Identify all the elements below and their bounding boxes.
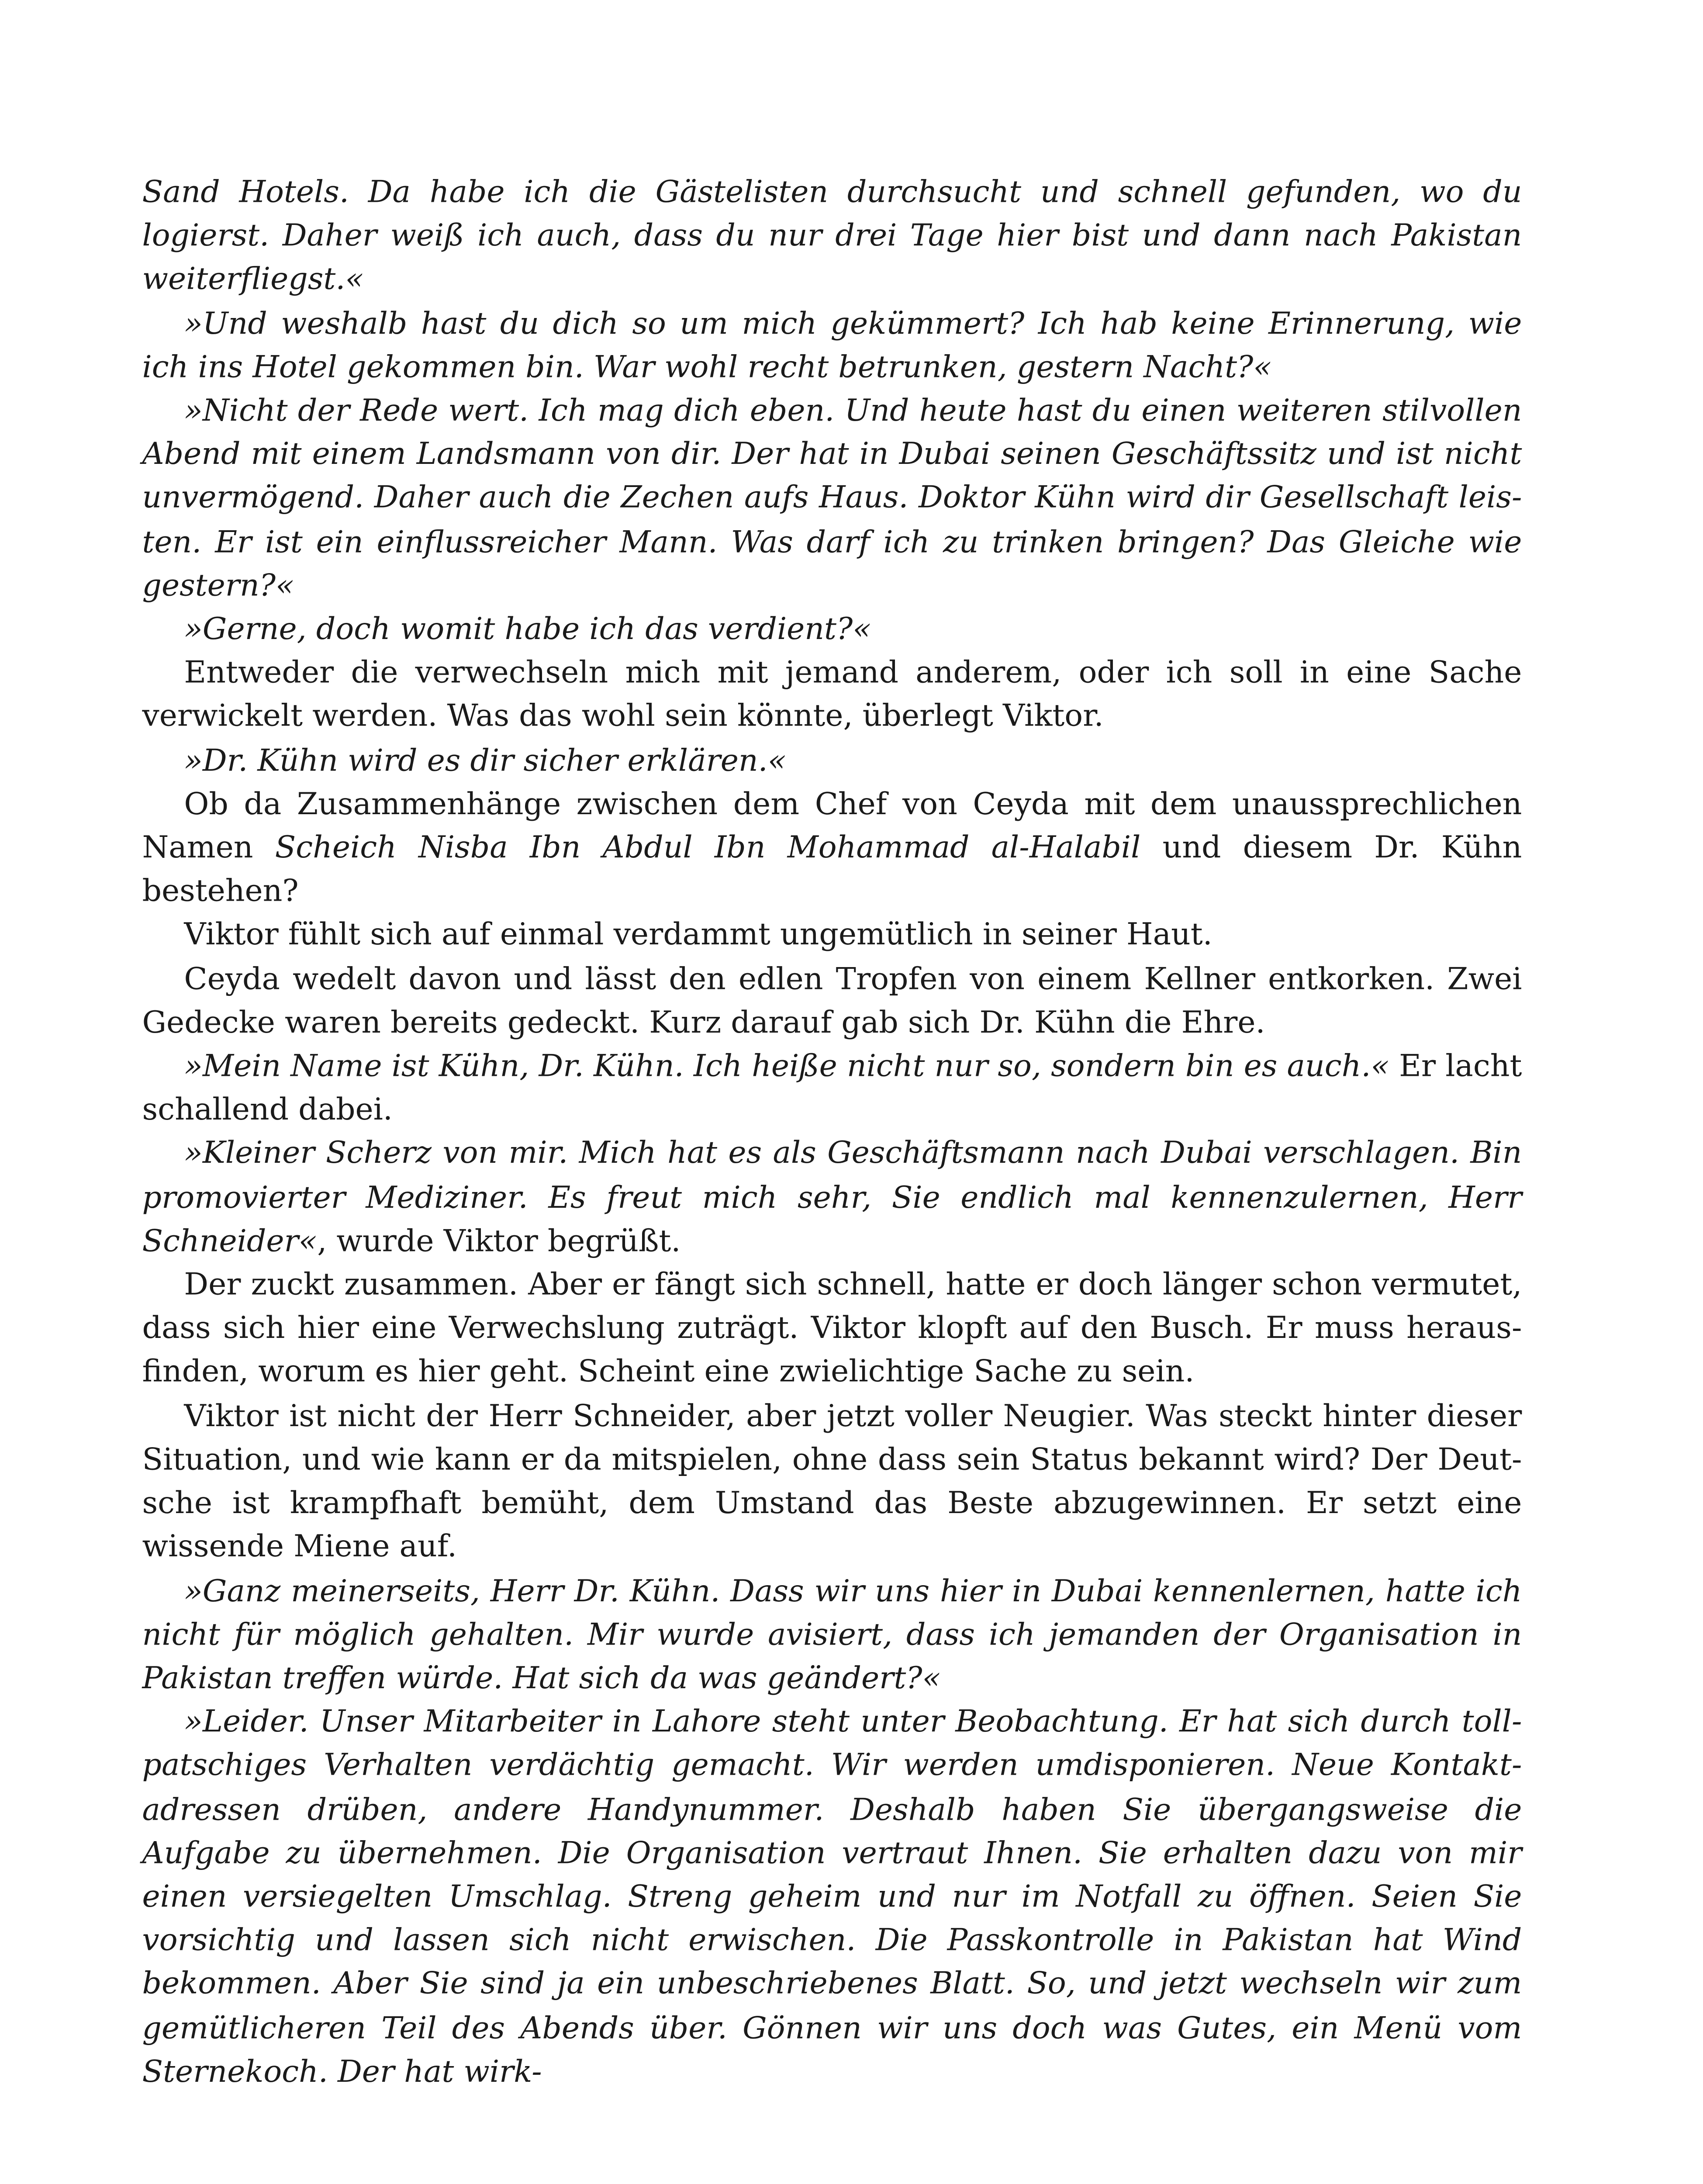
text-run: Der zuckt zusammen. Aber er fängt sich schnell, hatte er doch länger schon vermutet, dass sich hier eine Verwechslung zuträgt. Viktor klopft auf den Busch. Er muss herausfinden, worum es hier geht. Scheint eine zwielichtige Sache zu sein. [142,1266,1522,1390]
text-run: , wurde Viktor begrüßt. [317,1222,681,1259]
text-run: Viktor ist nicht der Herr Schneider, aber jetzt voller Neugier. Was steckt hinter dieser Situation, und wie kann er da mitspielen, ohne dass sein Status bekannt wird? Der Deutsche ist krampfhaft bemüht, dem Umstand das Beste abzugewinnen. Er setzt eine wissende Miene auf. [142,1397,1522,1565]
italic-text: »Ganz meinerseits, Herr Dr. Kühn. Dass wir uns hier in Dubai kennenlernen, hatte ich nicht für möglich gehalten. Mir wurde avisiert, dass ich jemanden der Organisation in Pakistan treffen würde. Hat sich da was geändert?« [142,1572,1522,1696]
paragraph [142,302,1522,389]
italic-text: »Und weshalb hast du dich so um mich gekümmert? Ich hab keine Erinnerung, wie ich ins Hotel gekommen bin. War wohl recht betrunken, gestern Nacht?« [142,304,1522,384]
italic-text: Sand Hotels. Da habe ich die Gästelisten durchsucht und schnell gefunden, wo du logierst. Daher weiß ich auch, dass du nur drei Tage hier bist und dann nach Pakistan weiterfliegst.« [142,173,1522,297]
paragraph [142,1700,1522,2094]
paragraph [142,739,1522,782]
text-run: Ceyda wedelt davon und lässt den edlen Tropfen von einem Kellner entkorken. Zwei Gedecke waren bereits gedeckt. Kurz darauf gab sich Dr. Kühn die Ehre. [142,960,1522,1040]
italic-text: »Gerne, doch womit habe ich das verdient?« [184,610,871,647]
paragraph [142,389,1522,608]
paragraph [142,957,1522,1045]
paragraph [142,608,1522,651]
paragraph [142,914,1522,957]
italic-text: »Leider. Unser Mitarbeiter in Lahore steht unter Beobachtung. Er hat sich durch tollpatschiges Verhalten verdächtig gemacht. Wir werden umdisponieren. Neue Kontaktadressen drüben, andere Handynummer. Deshalb haben Sie übergangsweise die Aufgabe zu übernehmen. Die Organisation vertraut Ihnen. Sie erhalten dazu von mir einen versiegelten Umschlag. Streng geheim und nur im Notfall zu öffnen. Seien Sie vorsichtig und lassen sich nicht erwischen. Die Passkontrolle in Pakistan hat Wind bekommen. Aber Sie sind ja ein unbeschriebenes Blatt. So, und jetzt wechseln wir zum gemütlicheren Teil des Abends über. Gönnen wir uns doch was Gutes, ein Menü vom Sternekoch. Der hat wirk- [142,1703,1522,2089]
paragraph [142,1394,1522,1569]
body-text [142,171,1522,2094]
paragraph [142,171,1522,302]
paragraph [142,1045,1522,1132]
italic-text: »Mein Name ist Kühn, Dr. Kühn. Ich heiße nicht nur so, sondern bin es auch.« [184,1047,1390,1084]
paragraph [142,1132,1522,1263]
text-run: Entweder die verwechseln mich mit jemand anderem, oder ich soll in eine Sache verwickelt werden. Was das wohl sein könnte, überlegt Viktor. [142,654,1522,734]
italic-text: Scheich Nisba Ibn Abdul Ibn Mohammad al-Halabil [275,829,1141,865]
paragraph [142,651,1522,739]
text-run: und diesem Dr. Kühn bestehen? [142,829,1522,909]
text-run: Er lacht schallend dabei. [142,1047,1522,1127]
paragraph [142,782,1522,913]
paragraph [142,1263,1522,1394]
italic-text: »Kleiner Scherz von mir. Mich hat es als Geschäftsmann nach Dubai verschlagen. Bin promovierter Mediziner. Es freut mich sehr, Sie endlich mal kennenzulernen, Herr Schneider« [142,1135,1522,1259]
paragraph [142,1569,1522,1700]
text-run: Viktor fühlt sich auf einmal verdammt ungemütlich in seiner Haut. [184,916,1212,953]
italic-text: »Dr. Kühn wird es dir sicher erklären.« [184,742,787,778]
italic-text: »Nicht der Rede wert. Ich mag dich eben. Und heute hast du einen weiteren stilvollen Abend mit einem Landsmann von dir. Der hat in Dubai seinen Geschäftssitz und ist nicht unvermögend. Daher auch die Zechen aufs Haus. Doktor Kühn wird dir Gesellschaft leisten. Er ist ein einflussreicher Mann. Was darf ich zu trinken bringen? Das Gleiche wie gestern?« [142,392,1522,603]
text-run: Ob da Zusammenhänge zwischen dem Chef von Ceyda mit dem unaussprechlichen Namen [142,785,1522,865]
